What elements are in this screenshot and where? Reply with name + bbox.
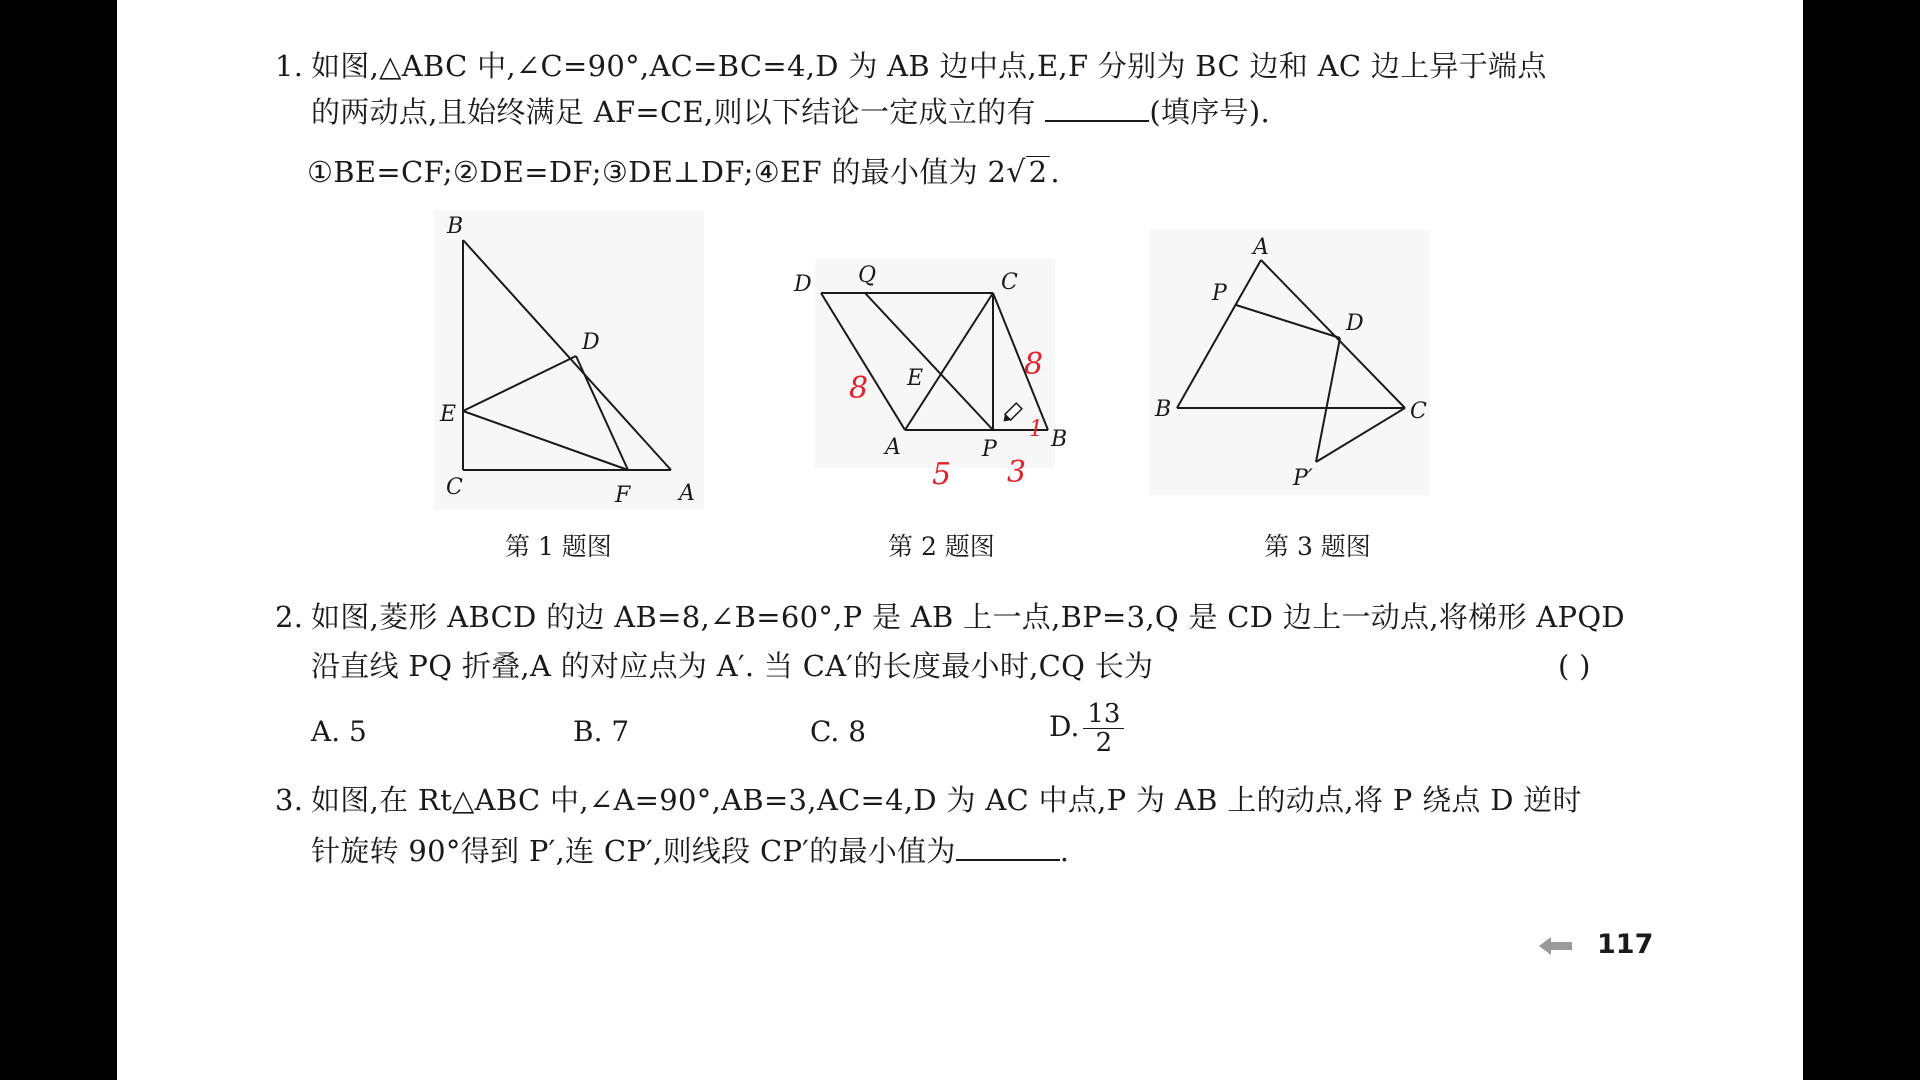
fig3-label-a: A bbox=[1253, 235, 1269, 260]
fig2-label-p: P bbox=[982, 437, 997, 462]
problem3-text-2: 针旋转 90°得到 P′,连 CP′,则线段 CP′的最小值为 bbox=[311, 834, 956, 868]
answer-blank-1[interactable] bbox=[1045, 94, 1149, 122]
problem2-text-1: 如图,菱形 ABCD 的边 AB=8,∠B=60°,P 是 AB 上一点,BP=3,Q 是 CD 边上一动点,将梯形 APQD bbox=[311, 600, 1625, 634]
option-c[interactable]: C. 8 bbox=[810, 715, 867, 748]
problem1-text-2: 的两动点,且始终满足 AF=CE,则以下结论一定成立的有 bbox=[311, 95, 1036, 129]
fig1-label-a: A bbox=[679, 481, 695, 506]
sqrt-radicand: 2 bbox=[1026, 156, 1051, 187]
fig2-handwritten-8-right: 8 bbox=[1024, 347, 1044, 382]
page-number: 117 bbox=[1597, 929, 1654, 960]
figure-1-caption: 第 1 题图 bbox=[505, 532, 612, 561]
fig2-handwritten-8-left: 8 bbox=[849, 371, 869, 406]
document-page bbox=[117, 0, 1803, 1080]
fig2-label-d: D bbox=[794, 272, 812, 297]
problem1-text-2-end: (填序号). bbox=[1149, 95, 1270, 129]
problem3-text-1: 如图,在 Rt△ABC 中,∠A=90°,AB=3,AC=4,D 为 AC 中点,P 为 AB 上的动点,将 P 绕点 D 逆时 bbox=[311, 783, 1582, 817]
problem2-line1 bbox=[275, 598, 1625, 636]
problem3-number: 3. bbox=[275, 783, 304, 817]
problem1-text-1: 如图,△ABC 中,∠C=90°,AC=BC=4,D 为 AB 边中点,E,F 分别为 BC 边和 AC 边上异于端点 bbox=[311, 49, 1547, 83]
option-b[interactable]: B. 7 bbox=[573, 715, 630, 748]
problem1-line1 bbox=[275, 47, 1547, 85]
fig2-handwritten-3: 3 bbox=[1007, 455, 1027, 490]
fig1-label-b: B bbox=[447, 214, 464, 239]
fig1-label-f: F bbox=[615, 483, 631, 508]
left-arrow-icon bbox=[1539, 935, 1573, 957]
option-d[interactable] bbox=[1049, 700, 1124, 757]
fig2-handwritten-tick: 1 bbox=[1029, 417, 1043, 442]
problem1-number: 1. bbox=[275, 49, 304, 83]
problem1-text-3: ①BE=CF;②DE=DF;③DE⊥DF;④EF 的最小值为 2 bbox=[307, 155, 1007, 189]
figure-1 bbox=[434, 210, 704, 510]
problem3-text-2-end: . bbox=[1059, 834, 1070, 868]
fig3-label-p-prime: P′ bbox=[1293, 466, 1313, 491]
problem1-line3 bbox=[307, 153, 1060, 192]
problem2-text-2: 沿直线 PQ 折叠,A 的对应点为 A′. 当 CA′的长度最小时,CQ 长为 bbox=[311, 649, 1154, 683]
fig2-label-e: E bbox=[907, 366, 924, 391]
fig1-label-e: E bbox=[440, 402, 457, 427]
option-d-fraction bbox=[1083, 700, 1124, 757]
answer-blank-3[interactable] bbox=[956, 833, 1060, 861]
problem3-line2 bbox=[311, 832, 1069, 870]
fig2-label-a: A bbox=[885, 435, 901, 460]
fig1-label-d: D bbox=[582, 330, 600, 355]
fig3-label-c: C bbox=[1410, 399, 1427, 424]
figure-3-caption: 第 3 题图 bbox=[1264, 532, 1371, 561]
fig2-handwritten-5: 5 bbox=[932, 457, 952, 492]
figure-2 bbox=[787, 258, 1068, 493]
sqrt-icon: √ bbox=[1006, 155, 1026, 190]
fig2-label-b: B bbox=[1051, 427, 1068, 452]
option-d-numerator: 13 bbox=[1083, 700, 1124, 729]
fig2-label-q: Q bbox=[858, 263, 877, 288]
problem2-answer-bracket[interactable]: ( ) bbox=[1558, 649, 1591, 683]
option-d-prefix: D. bbox=[1049, 710, 1080, 743]
problem1-text-3-end: . bbox=[1050, 155, 1060, 189]
problem2-number: 2. bbox=[275, 600, 304, 634]
option-a[interactable]: A. 5 bbox=[311, 715, 367, 748]
problem1-line2 bbox=[311, 93, 1270, 131]
fig2-label-c: C bbox=[1001, 270, 1018, 295]
fig3-label-b: B bbox=[1155, 397, 1172, 422]
problem3-line1 bbox=[275, 781, 1582, 819]
fig3-label-d: D bbox=[1346, 311, 1364, 336]
figure-2-caption: 第 2 题图 bbox=[888, 532, 995, 561]
problem2-line2 bbox=[311, 647, 1153, 685]
figure-3 bbox=[1150, 230, 1430, 495]
fig1-label-c: C bbox=[446, 475, 463, 500]
fig3-label-p: P bbox=[1212, 281, 1227, 306]
option-d-denominator: 2 bbox=[1095, 728, 1113, 758]
